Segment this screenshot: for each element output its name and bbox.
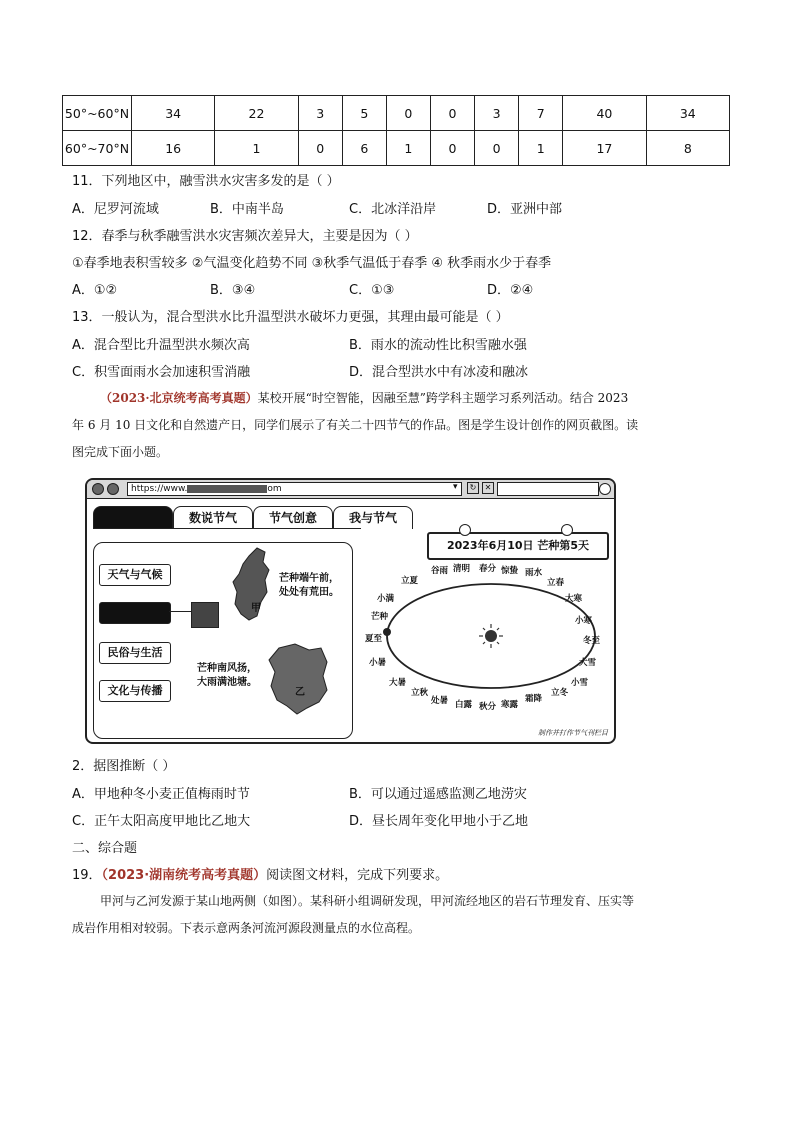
table-row <box>63 96 730 131</box>
table-cell: 1 <box>215 131 298 166</box>
table-cell: 3 <box>475 96 519 131</box>
earth-marker <box>383 628 391 636</box>
solar-term: 立秋 <box>411 688 429 698</box>
caption-yi: 芒种南风扬， 大雨满池塘。 <box>197 663 257 688</box>
flood-frequency-table <box>62 95 730 166</box>
solar-term: 小满 <box>377 594 395 604</box>
solar-term: 立冬 <box>551 688 569 698</box>
option-c: C．北冰洋沿岸 <box>349 202 437 217</box>
option-c: C．①③ <box>349 283 395 298</box>
menu-culture: 文化与传播 <box>99 680 171 702</box>
solar-term: 立春 <box>547 578 565 588</box>
solar-term: 小寒 <box>575 616 593 626</box>
section-heading: 二、综合题 <box>72 841 138 856</box>
solar-term: 清明 <box>453 564 471 574</box>
solar-term: 冬至 <box>583 636 601 646</box>
window-dot <box>92 483 104 495</box>
table-cell: 3 <box>298 96 342 131</box>
screen-icon <box>191 602 219 628</box>
table-cell: 0 <box>475 131 519 166</box>
address-bar: https://www. om <box>127 482 462 496</box>
label-yi: 乙 <box>295 687 305 698</box>
solar-term: 惊蛰 <box>501 566 519 576</box>
tab-creative: 节气创意 <box>253 506 333 529</box>
label-jia: 甲 <box>251 603 261 614</box>
question-11-stem: 11．下列地区中，融雪洪水灾害多发的是（ ） <box>72 174 340 189</box>
search-box <box>497 482 599 496</box>
latitude-cell: 60°~70°N <box>63 131 132 166</box>
solar-term: 寒露 <box>501 700 519 710</box>
date-banner: 2023年6月10日 芒种第5天 <box>427 532 609 560</box>
solar-term: 芒种 <box>371 612 389 622</box>
question-12-stem: 12．春季与秋季融雪洪水灾害频次差异大，主要是因为（ ） <box>72 229 418 244</box>
dropdown-icon: ▾ <box>453 482 458 492</box>
table-cell: 1 <box>519 131 563 166</box>
sun-icon <box>479 624 503 648</box>
option-d: D．②④ <box>487 283 534 298</box>
solar-term: 小暑 <box>369 658 387 668</box>
solar-term: 处暑 <box>431 696 449 706</box>
solar-term: 谷雨 <box>431 566 449 576</box>
table-cell: 0 <box>430 131 474 166</box>
option-d: D．亚洲中部 <box>487 202 563 217</box>
table-cell: 0 <box>298 131 342 166</box>
option-a: A．尼罗河流域 <box>72 202 159 217</box>
table-cell: 8 <box>646 131 729 166</box>
table-cell: 7 <box>519 96 563 131</box>
close-icon: ✕ <box>482 482 494 494</box>
table-cell: 6 <box>342 131 386 166</box>
option-c: C．正午太阳高度甲地比乙地大 <box>72 814 251 829</box>
table-cell: 5 <box>342 96 386 131</box>
banner-ring <box>459 524 471 536</box>
table-cell: 16 <box>132 131 215 166</box>
latitude-cell: 50°~60°N <box>63 96 132 131</box>
option-b: B．中南半岛 <box>210 202 284 217</box>
option-c: C．积雪面雨水会加速积雪消融 <box>72 365 251 380</box>
tab-me: 我与节气 <box>333 506 413 529</box>
solar-term: 秋分 <box>479 702 497 712</box>
option-d: D．混合型洪水中有冰凌和融冰 <box>349 365 529 380</box>
solar-term: 大暑 <box>389 678 407 688</box>
table-cell: 34 <box>646 96 729 131</box>
passage-line: （2023·北京统考高考真题）某校开展“时空智能，因融至慧”跨学科主题学习系列活动。结合 2023 <box>100 391 629 405</box>
refresh-icon: ↻ <box>467 482 479 494</box>
question-12-statements: ①春季地表积雪较多 ②气温变化趋势不同 ③秋季气温低于春季 ④ 秋季雨水少于春季 <box>72 256 552 271</box>
solar-term: 夏至 <box>365 634 383 644</box>
solar-term: 白露 <box>455 700 473 710</box>
province-yi-map <box>265 642 331 716</box>
caption-jia: 芒种端午前， 处处有荒田。 <box>279 573 339 598</box>
window-dot <box>107 483 119 495</box>
passage-line: 甲河与乙河发源于某山地两侧（如图）。某科研小组调研发现，甲河流经地区的岩石节理发育、压实等 <box>100 894 635 908</box>
option-a: A．混合型比升温型洪水频次高 <box>72 338 250 353</box>
option-a: A．甲地种冬小麦正值梅雨时节 <box>72 787 250 802</box>
solar-term: 小雪 <box>571 678 589 688</box>
question-19-stem: 19．（2023·湖南统考高考真题）阅读图文材料，完成下列要求。 <box>72 868 449 883</box>
option-b: B．可以通过遥感监测乙地涝灾 <box>349 787 527 802</box>
menu-custom: 民俗与生活 <box>99 642 171 664</box>
option-b: B．雨水的流动性比积雪融水强 <box>349 338 527 353</box>
option-d: D．昼长周年变化甲地小于乙地 <box>349 814 529 829</box>
question-13-stem: 13．一般认为，混合型洪水比升温型洪水破坏力更强，其理由最可能是（ ） <box>72 310 509 325</box>
table-cell: 40 <box>563 96 646 131</box>
tab-home <box>93 506 173 529</box>
solar-term: 大寒 <box>565 594 583 604</box>
passage-line: 成岩作用相对较弱。下表示意两条河流河源段测量点的水位高程。 <box>72 921 421 935</box>
option-b: B．③④ <box>210 283 256 298</box>
passage-line: 图完成下面小题。 <box>72 445 169 459</box>
source-tag: （2023·北京统考高考真题） <box>100 391 258 405</box>
option-a: A．①② <box>72 283 118 298</box>
figure-credit: 制作并打作节气刊栏目 <box>538 729 608 737</box>
menu-dot <box>599 483 611 495</box>
table-cell: 17 <box>563 131 646 166</box>
table-row <box>63 131 730 166</box>
solar-term: 立夏 <box>401 576 419 586</box>
passage-line: 年 6 月 10 日文化和自然遗产日，同学们展示了有关二十四节气的作品。图是学生设计创作的网页截图。读 <box>72 418 639 432</box>
browser-bar <box>87 480 614 499</box>
menu-weather: 天气与气候 <box>99 564 171 586</box>
table-cell: 0 <box>430 96 474 131</box>
solar-term: 大雪 <box>579 658 597 668</box>
tab-data: 数说节气 <box>173 506 253 529</box>
solar-term: 雨水 <box>525 568 543 578</box>
table-cell: 1 <box>386 131 430 166</box>
redacted-url <box>187 485 267 493</box>
solar-term: 霜降 <box>525 694 543 704</box>
banner-ring <box>561 524 573 536</box>
menu-hidden <box>99 602 171 624</box>
table-cell: 34 <box>132 96 215 131</box>
webpage-figure <box>85 478 616 744</box>
table-cell: 0 <box>386 96 430 131</box>
source-tag: （2023·湖南统考高考真题） <box>101 868 267 883</box>
solar-term: 春分 <box>479 564 497 574</box>
question-2-stem: 2．据图推断（ ） <box>72 759 176 774</box>
table-cell: 22 <box>215 96 298 131</box>
